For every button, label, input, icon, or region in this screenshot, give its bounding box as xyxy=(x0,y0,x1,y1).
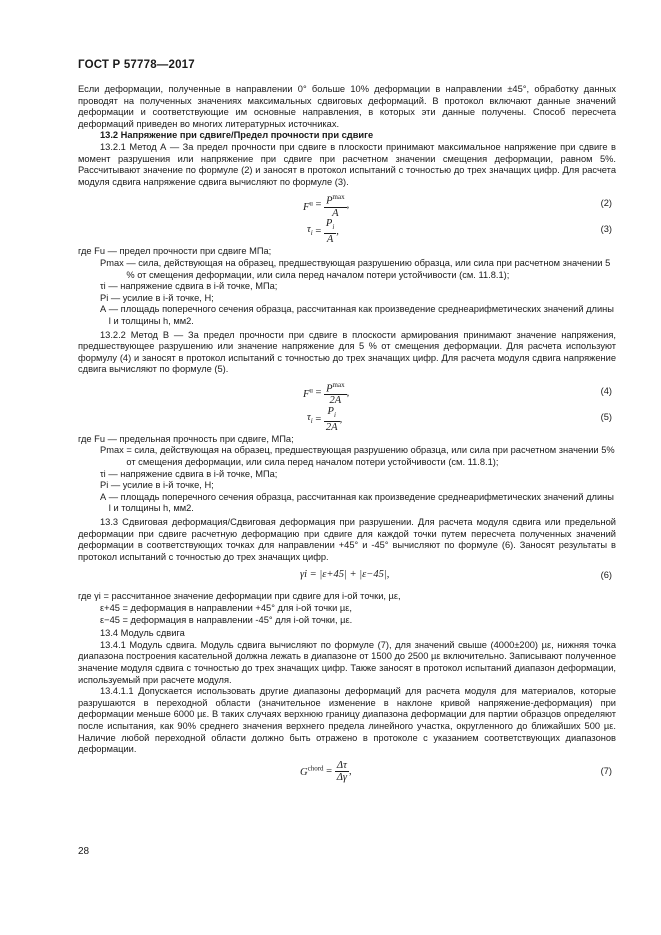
definition-row: ε−45 = деформация в направлении -45° для i-ой точки, µε. xyxy=(100,614,353,625)
definition-row: Pi — усилие в i-й точке, Н; xyxy=(100,292,214,303)
definition-row: ε+45 = деформация в направлении +45° для i-ой точки µε, xyxy=(100,603,352,613)
definition-row: Pmax = сила, действующая на образец, предшествующая разрушению образца, или сила при расчетном значении 5% от смещения деформации, или сила перед началом потери устойчивости (см. 11.8.1); xyxy=(100,445,615,468)
paragraph-13-4-1: 13.4.1 Модуль сдвига. Модуль сдвига вычисляют по формуле (7), для значений свыше (4000±200) µε, нижняя точка диапазона построения касательной должна лежать в диапазоне от 1500 до 2500 µε включительно. Записывают полученное значение модуля сдвига с точностью до трех значащих цифр. Также заносят в протокол испытаний диапазон деформации, используемый при расчете модуля. xyxy=(78,639,616,685)
formula-5: $\tau_i$ = $\frac{P_i}{2A}$ , (5) xyxy=(307,405,612,433)
formula-2: $F^u$ = $\frac{P^{max}}{A}$ , (2) xyxy=(303,193,612,219)
formula-5-number: (5) xyxy=(600,411,612,422)
paragraph-13-2-2: 13.2.2 Метод В — За предел прочности при сдвиге в плоскости армирования принимают значение напряжения, предшествующее разрушению или значение напряжение для 5 % от смещения деформации. Для расчета используют формулу (4) и заносят в протокол испытаний с точностью до трех значащих цифр. Для расчета модуля сдвига напряжение сдвига вычисляют по формуле (5). xyxy=(78,329,616,375)
definitions-b xyxy=(78,434,616,515)
formula-3: $\tau_i$ = $\frac{P_i}{A}$ , (3) xyxy=(307,218,612,246)
formula-6: γi = |ε+45| + |ε−45|, (6) xyxy=(300,569,612,581)
definition-row: Pmax — сила, действующая на образец, предшествующая разрушению образца, или сила при расчетном значении 5 % от смещения деформации, или сила перед началом потери устойчивости (см. 11.8.1); xyxy=(100,257,611,280)
definition-row: A — площадь поперечного сечения образца, рассчитанная как произведение среднеарифметических значений длины l и толщины h, мм2. xyxy=(100,304,614,326)
page-number: 28 xyxy=(78,846,90,857)
formula-6-number: (6) xyxy=(600,570,612,581)
paragraph-13-4-1-1: 13.4.1.1 Допускается использовать другие диапазоны деформаций для расчета модуля для материалов, которые разрушаются в переходной области (значительное изменение в наклоне кривой напряжение-деформация) при деформации меньше 6000 µε. В таких случаях верхнюю границу диапазона деформации для партии образцов определяют после испытания, как 90% среднего значения верхнего предела линейного участка, округленного до ближайших 500 µε. Наличие любой переходной области должно быть отражено в протоколе с указанием соответствующих диапазонов деформации. xyxy=(78,686,616,755)
definition-row: где Fu — предельная прочность при сдвиге, МПа; xyxy=(78,433,294,444)
intro-paragraph: Если деформации, полученные в направлении 0° больше 10% деформации в направлении ±45°, обработку данных проводят на полученных значениях максимальных сдвиговых деформаций. В протокол включают данные значений деформации и соответствующие им основные направления, в которых эти данные получены. Способ пересчета деформаций приведен во многих литературных источниках. xyxy=(78,84,616,129)
formula-3-number: (3) xyxy=(600,224,612,235)
definition-row: A — площадь поперечного сечения образца, рассчитанная как произведение среднеарифметических значений длины l и толщины h, мм2. xyxy=(100,491,614,514)
definitions-a xyxy=(78,246,616,327)
document-header: ГОСТ Р 57778—2017 xyxy=(78,59,195,71)
definition-row: где γi = рассчитанное значение деформации при сдвиге для i-ой точки, µε, xyxy=(78,591,401,602)
formula-7-number: (7) xyxy=(600,765,612,776)
definition-row: τi — напряжение сдвига в i-й точке, МПа; xyxy=(100,281,278,292)
formula-2-number: (2) xyxy=(600,198,612,209)
formula-4-number: (4) xyxy=(600,385,612,396)
paragraph-13-2-1: 13.2.1 Метод А — За предел прочности при сдвиге в плоскости принимают максимальное напряжение при сдвиге в момент разрушения или напряжение при сдвиге при расчетном значении смещения деформации, равном 5%. Рассчитывают значение по формуле (2) и заносят в протокол испытаний с точностью до трех значащих цифр. Для расчета модуля сдвига напряжение сдвига вычисляют по формуле (3). xyxy=(78,141,616,187)
definition-row: где Fu — предел прочности при сдвиге МПа; xyxy=(78,246,272,257)
definitions-c xyxy=(78,591,616,626)
section-13-2-title: 13.2 Напряжение при сдвиге/Предел прочности при сдвиге xyxy=(100,130,374,141)
formula-7: $G^{chord}$ = $\frac{\Delta\tau}{\Delta\gamma}$ , (7) xyxy=(300,759,612,783)
document-body xyxy=(78,84,616,782)
definition-row: Pi — усилие в i-й точке, Н; xyxy=(100,480,214,491)
formula-4: $F^u$ = $\frac{P^{max}}{2A}$ , (4) xyxy=(303,380,612,407)
definition-row: τi — напряжение сдвига в i-й точке, МПа; xyxy=(100,468,278,479)
paragraph-13-3: 13.3 Сдвиговая деформация/Сдвиговая деформация при разрушении. Для расчета модуля сдвига или предельной деформации при сдвиге расчетную деформацию при сдвиге для каждой точки путем пересчета полученных значений деформации в соответствующих точках для направлении +45° и -45° вычисляют по формуле (6). Заносят результаты в протокол испытаний с точностью до трех значащих цифр. xyxy=(78,517,616,562)
section-13-4-title: 13.4 Модуль сдвига xyxy=(100,628,185,639)
